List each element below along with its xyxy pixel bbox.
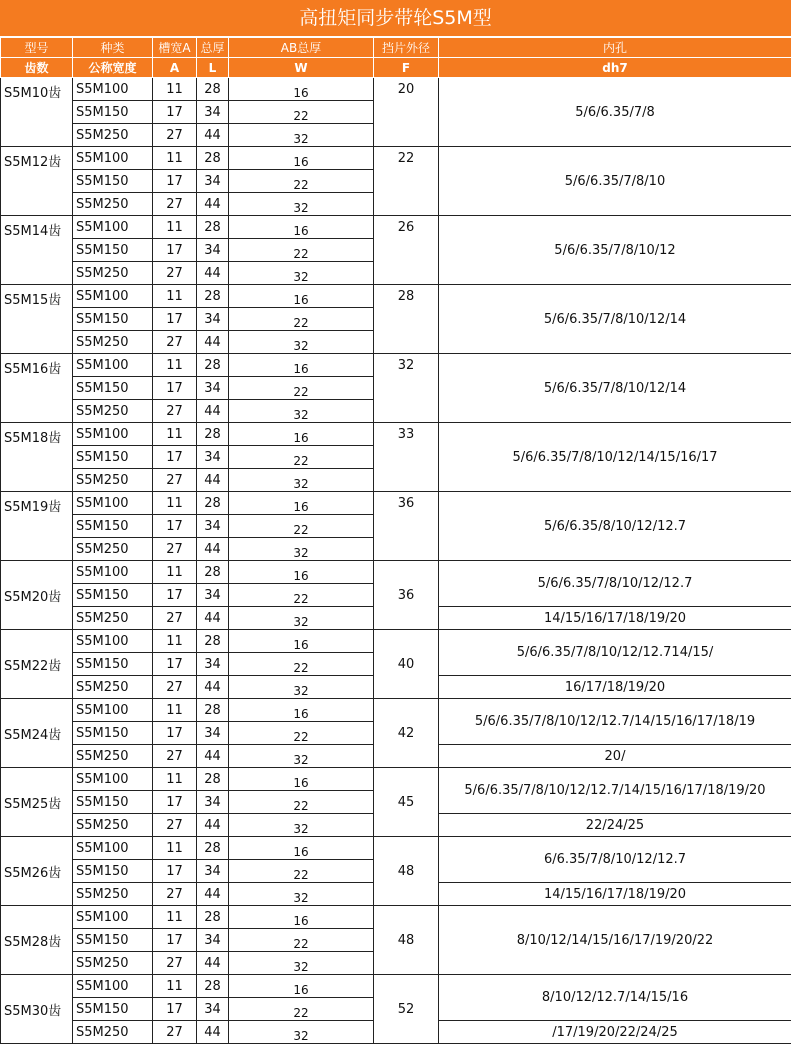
type-cell: S5M250 <box>73 1021 153 1044</box>
type-cell: S5M150 <box>73 515 153 538</box>
ab-thickness-cell: 16 <box>229 423 374 446</box>
ab-thickness-cell: 32 <box>229 883 374 906</box>
thickness-cell: 34 <box>197 653 229 676</box>
ab-thickness-cell: 32 <box>229 814 374 837</box>
thickness-cell: 28 <box>197 699 229 722</box>
header-groove-width: 槽宽A <box>153 38 197 58</box>
groove-width-cell: 17 <box>153 101 197 124</box>
ab-thickness-cell: 32 <box>229 124 374 147</box>
flange-diameter-cell: 48 <box>374 837 439 906</box>
model-cell: S5M26齿 <box>1 837 73 906</box>
groove-width-cell: 27 <box>153 262 197 285</box>
groove-width-cell: 27 <box>153 193 197 216</box>
ab-thickness-cell: 22 <box>229 446 374 469</box>
groove-width-cell: 17 <box>153 791 197 814</box>
bore-cell: 20/ <box>439 745 791 768</box>
groove-width-cell: 27 <box>153 124 197 147</box>
groove-width-cell: 27 <box>153 676 197 699</box>
type-cell: S5M100 <box>73 975 153 998</box>
type-cell: S5M250 <box>73 193 153 216</box>
groove-width-cell: 11 <box>153 492 197 515</box>
bore-cell: 5/6/6.35/7/8/10/12 <box>439 216 791 285</box>
type-cell: S5M150 <box>73 308 153 331</box>
ab-thickness-cell: 22 <box>229 515 374 538</box>
thickness-cell: 44 <box>197 952 229 975</box>
header-flange-diameter: 挡片外径 <box>374 38 439 58</box>
type-cell: S5M250 <box>73 124 153 147</box>
groove-width-cell: 17 <box>153 929 197 952</box>
type-cell: S5M150 <box>73 239 153 262</box>
thickness-cell: 44 <box>197 400 229 423</box>
groove-width-cell: 17 <box>153 377 197 400</box>
thickness-cell: 34 <box>197 998 229 1021</box>
ab-thickness-cell: 22 <box>229 377 374 400</box>
type-cell: S5M100 <box>73 354 153 377</box>
model-cell: S5M25齿 <box>1 768 73 837</box>
thickness-cell: 44 <box>197 124 229 147</box>
model-cell: S5M16齿 <box>1 354 73 423</box>
thickness-cell: 34 <box>197 791 229 814</box>
header-nominal-width: 公称宽度 <box>73 58 153 78</box>
thickness-cell: 28 <box>197 78 229 101</box>
thickness-cell: 28 <box>197 492 229 515</box>
model-cell: S5M20齿 <box>1 561 73 630</box>
ab-thickness-cell: 16 <box>229 147 374 170</box>
bore-cell: 5/6/6.35/7/8/10/12/12.7/14/15/16/17/18/19 <box>439 699 791 745</box>
ab-thickness-cell: 16 <box>229 906 374 929</box>
thickness-cell: 44 <box>197 469 229 492</box>
flange-diameter-cell: 40 <box>374 630 439 699</box>
groove-width-cell: 11 <box>153 768 197 791</box>
header-l: L <box>197 58 229 78</box>
flange-diameter-cell: 48 <box>374 906 439 975</box>
ab-thickness-cell: 32 <box>229 676 374 699</box>
type-cell: S5M150 <box>73 722 153 745</box>
model-cell: S5M22齿 <box>1 630 73 699</box>
type-cell: S5M100 <box>73 768 153 791</box>
thickness-cell: 28 <box>197 354 229 377</box>
ab-thickness-cell: 16 <box>229 285 374 308</box>
groove-width-cell: 17 <box>153 170 197 193</box>
model-cell: S5M18齿 <box>1 423 73 492</box>
groove-width-cell: 27 <box>153 400 197 423</box>
model-cell: S5M24齿 <box>1 699 73 768</box>
ab-thickness-cell: 16 <box>229 837 374 860</box>
type-cell: S5M150 <box>73 446 153 469</box>
thickness-cell: 28 <box>197 423 229 446</box>
model-cell: S5M10齿 <box>1 78 73 147</box>
thickness-cell: 34 <box>197 515 229 538</box>
groove-width-cell: 17 <box>153 308 197 331</box>
flange-diameter-cell: 52 <box>374 975 439 1044</box>
groove-width-cell: 27 <box>153 538 197 561</box>
model-cell: S5M28齿 <box>1 906 73 975</box>
header-model: 型号 <box>1 38 73 58</box>
type-cell: S5M150 <box>73 929 153 952</box>
flange-diameter-cell: 20 <box>374 78 439 147</box>
bore-cell: 5/6/6.35/7/8/10/12/14 <box>439 354 791 423</box>
type-cell: S5M100 <box>73 561 153 584</box>
ab-thickness-cell: 16 <box>229 216 374 239</box>
bore-cell: 14/15/16/17/18/19/20 <box>439 607 791 630</box>
thickness-cell: 44 <box>197 331 229 354</box>
header-ab-thickness: AB总厚 <box>229 38 374 58</box>
bore-cell: 5/6/6.35/7/8/10/12/12.714/15/ <box>439 630 791 676</box>
groove-width-cell: 11 <box>153 975 197 998</box>
header-total-thickness: 总厚 <box>197 38 229 58</box>
ab-thickness-cell: 22 <box>229 860 374 883</box>
groove-width-cell: 11 <box>153 216 197 239</box>
flange-diameter-cell: 32 <box>374 354 439 423</box>
bore-cell: /17/19/20/22/24/25 <box>439 1021 791 1044</box>
groove-width-cell: 11 <box>153 630 197 653</box>
thickness-cell: 44 <box>197 676 229 699</box>
groove-width-cell: 11 <box>153 423 197 446</box>
type-cell: S5M150 <box>73 377 153 400</box>
thickness-cell: 28 <box>197 147 229 170</box>
type-cell: S5M150 <box>73 791 153 814</box>
type-cell: S5M250 <box>73 745 153 768</box>
type-cell: S5M100 <box>73 423 153 446</box>
type-cell: S5M250 <box>73 814 153 837</box>
ab-thickness-cell: 32 <box>229 745 374 768</box>
table-row <box>1 492 791 515</box>
bore-cell: 5/6/6.35/7/8/10/12/12.7/14/15/16/17/18/19/20 <box>439 768 791 814</box>
table-row <box>1 699 791 722</box>
table-row <box>1 768 791 791</box>
bore-cell: 5/6/6.35/7/8/10/12/14 <box>439 285 791 354</box>
ab-thickness-cell: 32 <box>229 262 374 285</box>
header-dh7: dh7 <box>439 58 791 78</box>
groove-width-cell: 17 <box>153 860 197 883</box>
flange-diameter-cell: 28 <box>374 285 439 354</box>
groove-width-cell: 17 <box>153 584 197 607</box>
flange-diameter-cell: 22 <box>374 147 439 216</box>
thickness-cell: 28 <box>197 975 229 998</box>
ab-thickness-cell: 22 <box>229 584 374 607</box>
type-cell: S5M250 <box>73 676 153 699</box>
type-cell: S5M100 <box>73 147 153 170</box>
flange-diameter-cell: 45 <box>374 768 439 837</box>
groove-width-cell: 27 <box>153 331 197 354</box>
ab-thickness-cell: 32 <box>229 469 374 492</box>
ab-thickness-cell: 16 <box>229 768 374 791</box>
type-cell: S5M150 <box>73 101 153 124</box>
groove-width-cell: 27 <box>153 952 197 975</box>
header-w: W <box>229 58 374 78</box>
thickness-cell: 34 <box>197 929 229 952</box>
thickness-cell: 34 <box>197 860 229 883</box>
groove-width-cell: 27 <box>153 883 197 906</box>
bore-cell: 5/6/6.35/7/8/10 <box>439 147 791 216</box>
groove-width-cell: 11 <box>153 837 197 860</box>
bore-cell: 22/24/25 <box>439 814 791 837</box>
ab-thickness-cell: 32 <box>229 952 374 975</box>
groove-width-cell: 11 <box>153 285 197 308</box>
type-cell: S5M100 <box>73 630 153 653</box>
type-cell: S5M100 <box>73 699 153 722</box>
type-cell: S5M250 <box>73 538 153 561</box>
bore-cell: 5/6/6.35/8/10/12/12.7 <box>439 492 791 561</box>
groove-width-cell: 11 <box>153 78 197 101</box>
groove-width-cell: 11 <box>153 147 197 170</box>
type-cell: S5M250 <box>73 607 153 630</box>
type-cell: S5M250 <box>73 331 153 354</box>
thickness-cell: 44 <box>197 607 229 630</box>
ab-thickness-cell: 22 <box>229 722 374 745</box>
ab-thickness-cell: 16 <box>229 699 374 722</box>
header-f: F <box>374 58 439 78</box>
bore-cell: 8/10/12/12.7/14/15/16 <box>439 975 791 1021</box>
thickness-cell: 44 <box>197 193 229 216</box>
flange-diameter-cell: 36 <box>374 492 439 561</box>
thickness-cell: 44 <box>197 262 229 285</box>
flange-diameter-cell: 42 <box>374 699 439 768</box>
ab-thickness-cell: 16 <box>229 630 374 653</box>
ab-thickness-cell: 22 <box>229 929 374 952</box>
groove-width-cell: 27 <box>153 469 197 492</box>
type-cell: S5M250 <box>73 952 153 975</box>
table-row <box>1 975 791 998</box>
thickness-cell: 28 <box>197 216 229 239</box>
groove-width-cell: 17 <box>153 653 197 676</box>
ab-thickness-cell: 22 <box>229 998 374 1021</box>
groove-width-cell: 27 <box>153 814 197 837</box>
header-a: A <box>153 58 197 78</box>
model-cell: S5M30齿 <box>1 975 73 1044</box>
type-cell: S5M250 <box>73 883 153 906</box>
thickness-cell: 34 <box>197 308 229 331</box>
bore-cell: 14/15/16/17/18/19/20 <box>439 883 791 906</box>
header-bore: 内孔 <box>439 38 791 58</box>
groove-width-cell: 11 <box>153 699 197 722</box>
type-cell: S5M150 <box>73 998 153 1021</box>
ab-thickness-cell: 16 <box>229 492 374 515</box>
groove-width-cell: 27 <box>153 745 197 768</box>
groove-width-cell: 17 <box>153 446 197 469</box>
thickness-cell: 44 <box>197 883 229 906</box>
ab-thickness-cell: 22 <box>229 308 374 331</box>
thickness-cell: 28 <box>197 561 229 584</box>
groove-width-cell: 17 <box>153 998 197 1021</box>
table-row <box>1 216 791 239</box>
thickness-cell: 44 <box>197 538 229 561</box>
groove-width-cell: 27 <box>153 607 197 630</box>
flange-diameter-cell: 33 <box>374 423 439 492</box>
groove-width-cell: 11 <box>153 354 197 377</box>
ab-thickness-cell: 22 <box>229 170 374 193</box>
groove-width-cell: 17 <box>153 515 197 538</box>
table-row <box>1 906 791 929</box>
bore-cell: 5/6/6.35/7/8 <box>439 78 791 147</box>
type-cell: S5M250 <box>73 400 153 423</box>
page-title: 高扭矩同步带轮S5M型 <box>0 0 791 37</box>
flange-diameter-cell: 36 <box>374 561 439 630</box>
ab-thickness-cell: 22 <box>229 791 374 814</box>
ab-thickness-cell: 32 <box>229 193 374 216</box>
bore-cell: 8/10/12/14/15/16/17/19/20/22 <box>439 906 791 975</box>
thickness-cell: 44 <box>197 814 229 837</box>
thickness-cell: 28 <box>197 837 229 860</box>
thickness-cell: 44 <box>197 1021 229 1044</box>
ab-thickness-cell: 16 <box>229 78 374 101</box>
groove-width-cell: 11 <box>153 561 197 584</box>
type-cell: S5M100 <box>73 285 153 308</box>
groove-width-cell: 11 <box>153 906 197 929</box>
bore-cell: 5/6/6.35/7/8/10/12/14/15/16/17 <box>439 423 791 492</box>
model-cell: S5M12齿 <box>1 147 73 216</box>
thickness-cell: 34 <box>197 101 229 124</box>
thickness-cell: 34 <box>197 446 229 469</box>
ab-thickness-cell: 22 <box>229 653 374 676</box>
thickness-cell: 34 <box>197 722 229 745</box>
type-cell: S5M100 <box>73 492 153 515</box>
spec-table <box>0 37 791 1044</box>
thickness-cell: 34 <box>197 377 229 400</box>
ab-thickness-cell: 22 <box>229 101 374 124</box>
thickness-cell: 28 <box>197 630 229 653</box>
ab-thickness-cell: 16 <box>229 975 374 998</box>
bore-cell: 16/17/18/19/20 <box>439 676 791 699</box>
type-cell: S5M250 <box>73 262 153 285</box>
table-row <box>1 837 791 860</box>
table-row <box>1 285 791 308</box>
flange-diameter-cell: 26 <box>374 216 439 285</box>
type-cell: S5M100 <box>73 78 153 101</box>
type-cell: S5M150 <box>73 170 153 193</box>
type-cell: S5M150 <box>73 653 153 676</box>
ab-thickness-cell: 32 <box>229 538 374 561</box>
groove-width-cell: 17 <box>153 722 197 745</box>
ab-thickness-cell: 32 <box>229 607 374 630</box>
ab-thickness-cell: 32 <box>229 1021 374 1044</box>
table-row <box>1 147 791 170</box>
type-cell: S5M150 <box>73 860 153 883</box>
ab-thickness-cell: 32 <box>229 331 374 354</box>
table-row <box>1 630 791 653</box>
thickness-cell: 34 <box>197 170 229 193</box>
type-cell: S5M150 <box>73 584 153 607</box>
bore-cell: 6/6.35/7/8/10/12/12.7 <box>439 837 791 883</box>
table-row <box>1 78 791 101</box>
groove-width-cell: 17 <box>153 239 197 262</box>
header-type: 种类 <box>73 38 153 58</box>
model-cell: S5M14齿 <box>1 216 73 285</box>
thickness-cell: 44 <box>197 745 229 768</box>
ab-thickness-cell: 16 <box>229 561 374 584</box>
table-row <box>1 561 791 584</box>
thickness-cell: 28 <box>197 906 229 929</box>
table-row <box>1 423 791 446</box>
thickness-cell: 34 <box>197 239 229 262</box>
model-cell: S5M19齿 <box>1 492 73 561</box>
type-cell: S5M100 <box>73 216 153 239</box>
table-row <box>1 354 791 377</box>
ab-thickness-cell: 22 <box>229 239 374 262</box>
ab-thickness-cell: 16 <box>229 354 374 377</box>
ab-thickness-cell: 32 <box>229 400 374 423</box>
thickness-cell: 28 <box>197 768 229 791</box>
bore-cell: 5/6/6.35/7/8/10/12/12.7 <box>439 561 791 607</box>
thickness-cell: 28 <box>197 285 229 308</box>
header-teeth: 齿数 <box>1 58 73 78</box>
type-cell: S5M100 <box>73 906 153 929</box>
thickness-cell: 34 <box>197 584 229 607</box>
model-cell: S5M15齿 <box>1 285 73 354</box>
groove-width-cell: 27 <box>153 1021 197 1044</box>
type-cell: S5M250 <box>73 469 153 492</box>
type-cell: S5M100 <box>73 837 153 860</box>
